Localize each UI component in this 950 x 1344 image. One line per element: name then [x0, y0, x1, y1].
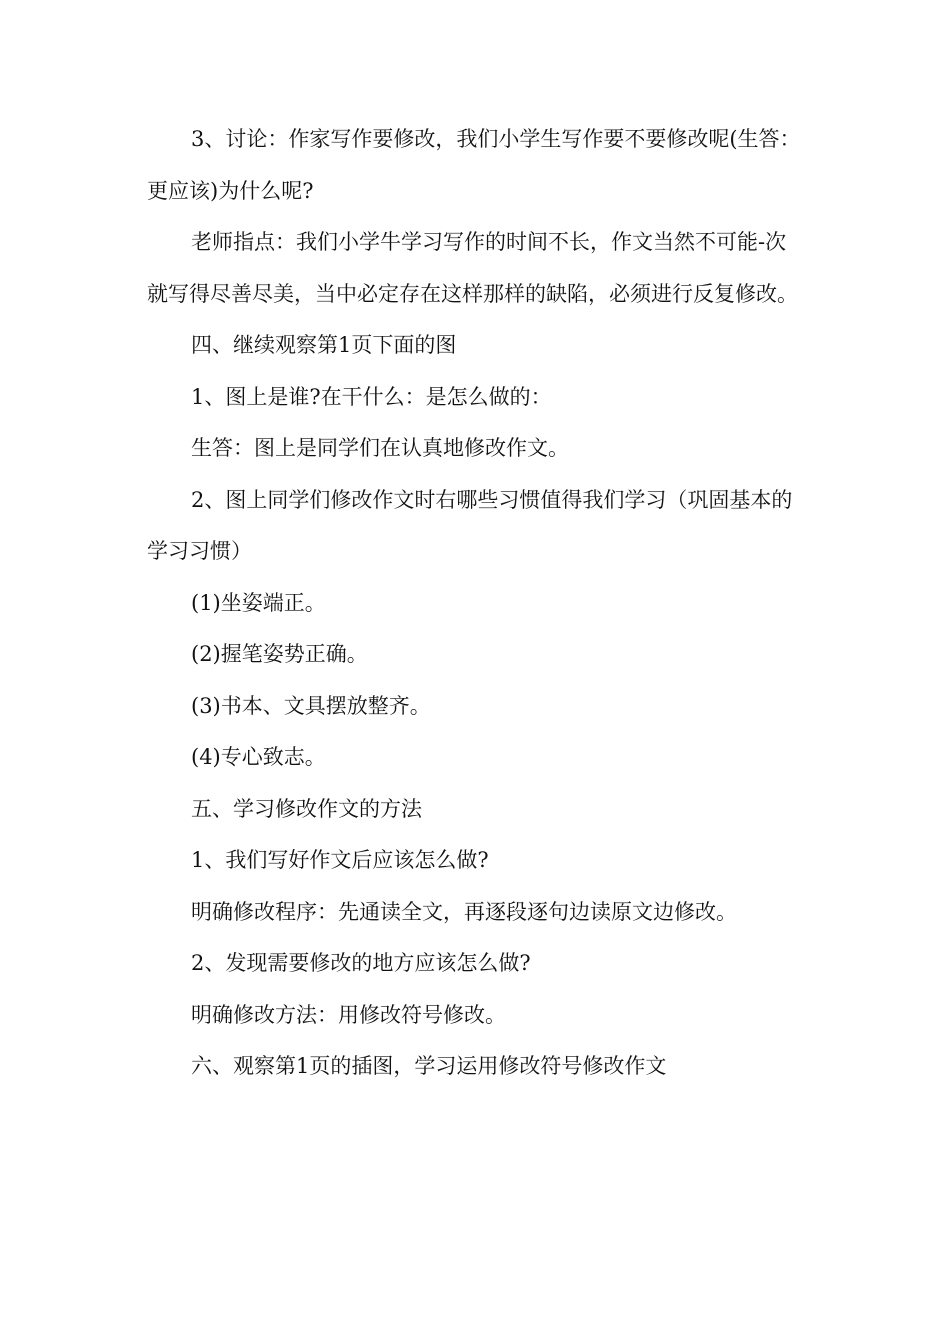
list-item-habit-1: (1)坐姿端正。 [191, 590, 326, 615]
paragraph-student-answer: 生答：图上是同学们在认真地修改作文。 [191, 436, 569, 460]
list-item-habit-2: (2)握笔姿势正确。 [191, 642, 368, 666]
paragraph-method-question-2: 2、发现需要修改的地方应该怎么做? [191, 951, 531, 975]
paragraph-question-1: 1、图上是谁?在干什么：是怎么做的： [191, 384, 552, 409]
paragraph-question-2: 2、图上同学们修改作文时右哪些习惯值得我们学习（巩固基本的学习习惯） [147, 487, 793, 563]
paragraph-method-answer-1: 明确修改程序：先通读全文，再逐段逐句边读原文边修改。 [191, 899, 737, 924]
document-body [147, 114, 807, 1093]
list-item-habit-3: (3)书本、文具摆放整齐。 [191, 693, 431, 718]
section-heading-five: 五、学习修改作文的方法 [191, 796, 422, 821]
section-heading-six: 六、观察第1页的插图，学习运用修改符号修改作文 [191, 1054, 667, 1078]
paragraph-method-question-1: 1、我们写好作文后应该怎么做? [191, 848, 489, 872]
paragraph-discussion: 3、讨论：作家写作要修改，我们小学生写作要不要修改呢(生答：更应该)为什么呢? [147, 127, 801, 203]
paragraph-teacher-guidance: 老师指点：我们小学牛学习写作的时间不长，作文当然不可能-次就写得尽善尽美，当中必定存在这样那样的缺陷，必须进行反复修改。 [147, 230, 798, 306]
paragraph-method-answer-2: 明确修改方法：用修改符号修改。 [191, 1002, 506, 1027]
list-item-habit-4: (4)专心致志。 [191, 745, 326, 769]
section-heading-four: 四、继续观察第1页下面的图 [191, 333, 457, 357]
